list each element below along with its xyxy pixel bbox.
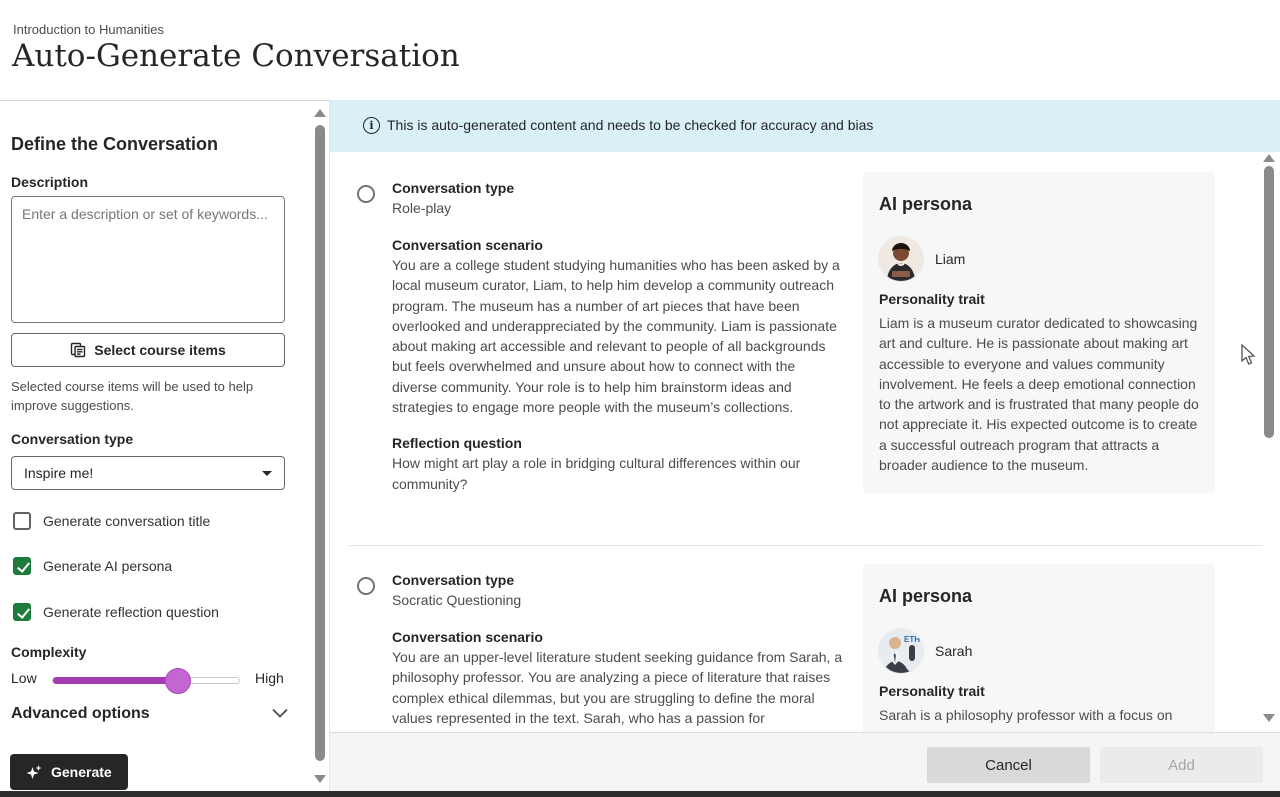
option-1-scenario-text: You are a college student studying humanities who has been asked by a local museum curator, Liam, to help him develop a community outreach program. The museum has a number of art pieces that have been overlooked and underappreciated by the community. Liam is passionate about making art accessible and relevant to people of all backgrounds but feels overwhelmed and unsure about how to connect with the diverse community. Your role is to help him brainstorm ideas and strategies to engage more people with the museum’s collections.	[392, 257, 840, 416]
conversation-type-selected-value: Inspire me!	[24, 465, 94, 481]
select-course-items-button[interactable]	[11, 333, 285, 367]
window-bottom-edge	[0, 791, 1280, 797]
generate-persona-label: Generate AI persona	[43, 558, 173, 574]
sparkle-icon	[26, 764, 43, 781]
complexity-high-label: High	[255, 670, 284, 686]
caret-down-icon	[262, 471, 272, 476]
complexity-slider-fill	[53, 677, 178, 684]
generate-reflection-checkbox[interactable]	[13, 603, 219, 621]
checkbox-icon	[13, 512, 31, 530]
sidebar-scrollbar[interactable]	[313, 107, 327, 786]
option-1-persona-card	[863, 172, 1215, 493]
scroll-up-icon[interactable]	[1263, 154, 1275, 162]
scroll-down-icon[interactable]	[1263, 714, 1275, 722]
option-2-scenario-label: Conversation scenario	[392, 629, 543, 645]
option-2-persona-heading: AI persona	[879, 586, 973, 606]
conversation-type-label: Conversation type	[11, 431, 134, 447]
option-2-persona-name: Sarah	[935, 643, 973, 659]
checkbox-icon	[13, 603, 31, 621]
checkbox-icon	[13, 557, 31, 575]
svg-text:ETH: ETH	[904, 635, 920, 644]
complexity-label: Complexity	[11, 644, 87, 660]
option-1-scenario-label: Conversation scenario	[392, 237, 543, 253]
option-2-persona-card	[863, 564, 1215, 732]
copy-icon	[70, 342, 86, 358]
page-title: Auto-Generate Conversation	[12, 38, 460, 74]
cancel-button[interactable]: Cancel	[927, 747, 1090, 783]
conversation-type-select[interactable]	[11, 456, 285, 490]
option-1-trait-text: Liam is a museum curator dedicated to showcasing art and culture. He is passionate about making art accessible to everyone and values community involvement. He feels a deep emotional connection to the artwork and is frustrated that many people do not appreciate it. His expected outcome is to create a successful outreach program that attracts a broader audience to the museum.	[879, 315, 1199, 474]
complexity-slider-thumb[interactable]	[165, 668, 191, 694]
add-button[interactable]: Add	[1100, 747, 1263, 783]
advanced-options-toggle[interactable]	[11, 705, 289, 723]
option-2-scenario-text: You are an upper-level literature student seeking guidance from Sarah, a philosophy professor. You are analyzing a piece of literature that raises complex ethical dilemmas, but you are struggling to define the moral values represented in the text. Sarah, who has a passion for	[392, 649, 843, 726]
course-items-helper-text: Selected course items will be used to help improve suggestions.	[11, 379, 254, 413]
option-1-trait-label: Personality trait	[879, 291, 985, 307]
option-2-details	[392, 570, 844, 728]
option-2-trait-text: Sarah is a philosophy professor with a focus on	[879, 707, 1173, 723]
option-1-radio[interactable]	[357, 185, 375, 203]
ai-disclaimer-banner	[330, 100, 1280, 152]
avatar	[879, 237, 923, 281]
description-label: Description	[11, 174, 89, 190]
generate-reflection-label: Generate reflection question	[43, 604, 219, 620]
avatar	[879, 629, 923, 673]
panel-heading: Define the Conversation	[11, 134, 219, 154]
complexity-low-label: Low	[11, 670, 37, 686]
description-input[interactable]	[11, 196, 285, 323]
complexity-slider	[0, 667, 300, 693]
content-scrollbar[interactable]	[1262, 152, 1276, 732]
chevron-down-icon	[271, 706, 289, 722]
option-1-details	[392, 178, 844, 494]
define-conversation-panel	[0, 100, 330, 791]
generate-button-label: Generate	[51, 764, 112, 780]
generate-persona-checkbox[interactable]	[13, 557, 172, 575]
option-1-persona-heading: AI persona	[879, 194, 973, 214]
option-1-reflection-text: How might art play a role in bridging cultural differences within our community?	[392, 455, 801, 492]
generate-title-checkbox[interactable]	[13, 512, 210, 530]
generate-title-label: Generate conversation title	[43, 513, 211, 529]
option-2-type-label: Conversation type	[392, 572, 515, 588]
generate-button[interactable]	[10, 754, 128, 790]
option-2-trait-label: Personality trait	[879, 683, 985, 699]
option-2-type-value: Socratic Questioning	[392, 592, 522, 608]
scroll-down-icon[interactable]	[314, 775, 326, 783]
info-icon: i	[363, 117, 380, 134]
scroll-up-icon[interactable]	[314, 109, 326, 117]
sidebar-scrollbar-thumb[interactable]	[315, 125, 325, 761]
ai-disclaimer-text: This is auto-generated content and needs to be checked for accuracy and bias	[387, 117, 874, 133]
select-course-items-label: Select course items	[94, 342, 226, 358]
breadcrumb: Introduction to Humanities	[13, 22, 165, 37]
options-divider	[348, 545, 1262, 546]
content-scrollbar-thumb[interactable]	[1264, 166, 1274, 438]
action-footer	[330, 732, 1280, 791]
option-2-radio[interactable]	[357, 577, 375, 595]
complexity-slider-track[interactable]	[52, 677, 240, 684]
suggestions-panel	[330, 100, 1280, 791]
advanced-options-label: Advanced options	[11, 705, 150, 722]
option-1-persona-name: Liam	[935, 251, 966, 267]
option-1-type-label: Conversation type	[392, 180, 515, 196]
option-1-reflection-label: Reflection question	[392, 435, 522, 452]
suggestions-list	[330, 152, 1280, 732]
option-1-type-value: Role-play	[392, 200, 452, 216]
page-header	[0, 0, 1280, 100]
